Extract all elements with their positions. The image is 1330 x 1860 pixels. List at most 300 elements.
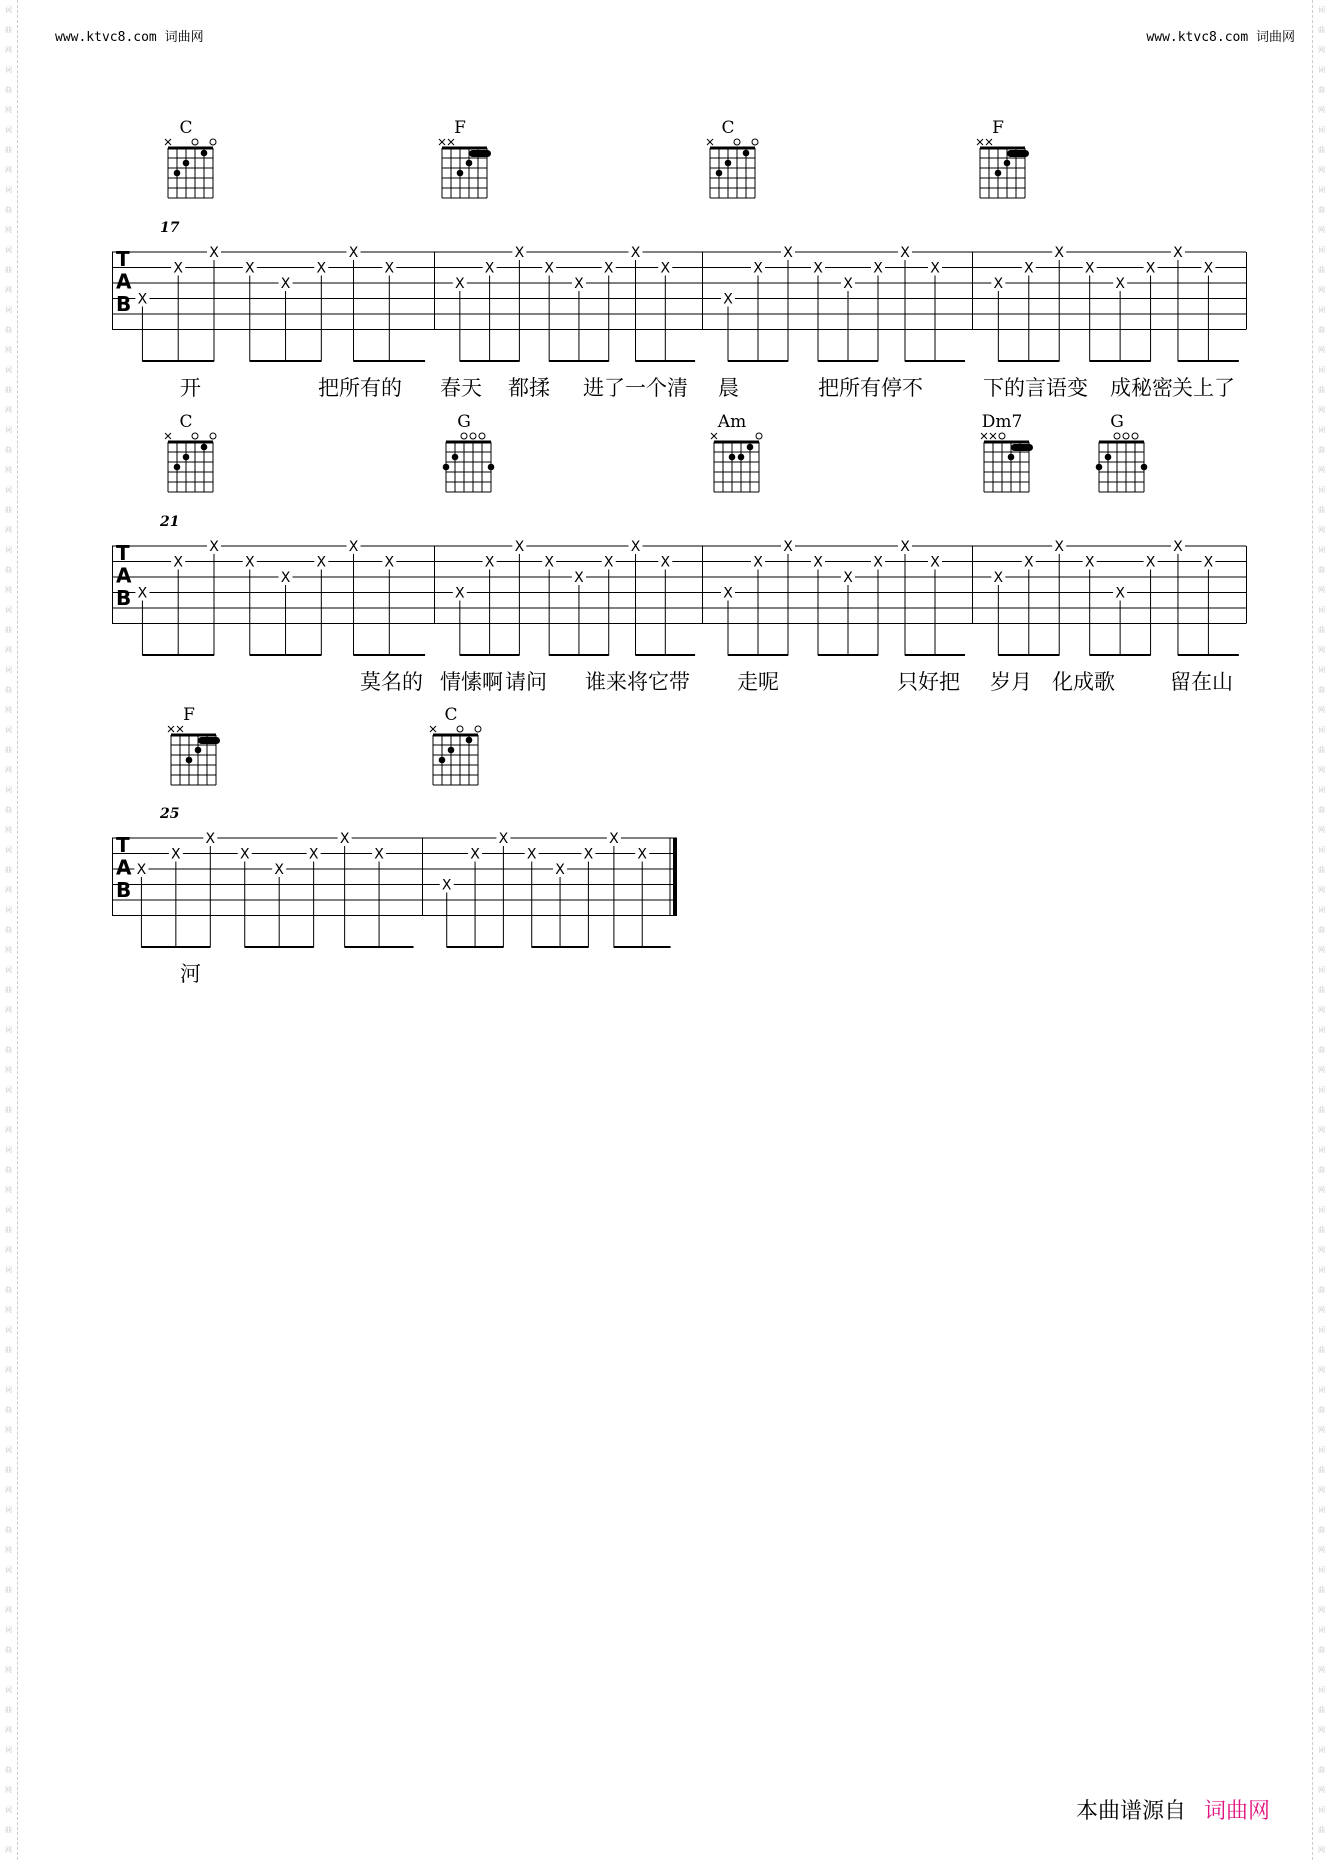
barre-mark — [1007, 150, 1029, 157]
finger-dot — [443, 464, 450, 471]
footer-label: 本曲谱源自 — [1075, 1799, 1186, 1824]
watermark-glyph: 曲 — [5, 26, 12, 34]
watermark-glyph: 词 — [5, 1026, 12, 1034]
watermark-glyph: 网 — [5, 526, 12, 534]
tab-note: X — [813, 260, 823, 277]
watermark-glyph: 词 — [1318, 426, 1325, 434]
source-footer — [1076, 1794, 1270, 1825]
tab-note: X — [1084, 260, 1095, 277]
watermark-glyph: 曲 — [5, 1046, 12, 1054]
tab-note: X — [455, 585, 465, 602]
lyric: 化成歌 — [1052, 670, 1115, 694]
measure-number: 17 — [160, 220, 180, 236]
watermark-glyph: 网 — [1318, 466, 1325, 474]
tab-note: X — [280, 276, 291, 292]
watermark-glyph: 曲 — [1318, 1406, 1325, 1414]
watermark-glyph: 词 — [5, 1566, 12, 1574]
tab-note: X — [723, 585, 733, 602]
watermark-glyph: 网 — [5, 1006, 12, 1014]
lyric: 春天 — [440, 376, 482, 400]
open-mark — [1132, 433, 1138, 439]
watermark-glyph: 曲 — [5, 1586, 12, 1594]
watermark-glyph: 词 — [1318, 1806, 1325, 1814]
watermark-glyph: 词 — [1318, 906, 1325, 914]
tab-note: X — [441, 877, 452, 894]
watermark-glyph: 词 — [5, 726, 12, 734]
tab-clef-letter: B — [116, 585, 132, 610]
tab-note: X — [348, 539, 359, 555]
watermark-glyph: 网 — [1318, 706, 1325, 714]
tab-note: X — [526, 846, 537, 863]
finger-dot — [488, 464, 495, 471]
watermark-glyph: 曲 — [1318, 1466, 1325, 1474]
watermark-glyph: 词 — [5, 666, 12, 674]
watermark-glyph: 网 — [1318, 346, 1325, 354]
watermark-glyph: 曲 — [1318, 1346, 1325, 1354]
finger-dot — [1008, 454, 1015, 461]
watermark-glyph: 词 — [5, 6, 12, 14]
tab-note: X — [384, 554, 395, 571]
watermark-glyph: 网 — [1318, 1426, 1325, 1434]
lyric: 晨 — [718, 376, 739, 400]
watermark-glyph: 曲 — [1318, 986, 1325, 994]
watermark-glyph: 网 — [1318, 1846, 1325, 1854]
watermark-glyph: 曲 — [1318, 746, 1325, 754]
watermark-glyph: 曲 — [1318, 626, 1325, 634]
watermark-glyph: 词 — [1318, 846, 1325, 854]
tab-note: X — [339, 831, 350, 847]
tab-note: X — [583, 846, 594, 863]
lyric: 留在山 — [1170, 670, 1233, 694]
watermark-glyph: 网 — [1318, 1366, 1325, 1374]
watermark-glyph: 词 — [1318, 1026, 1325, 1034]
finger-dot — [1004, 160, 1011, 167]
watermark-glyph: 词 — [5, 1806, 12, 1814]
tab-clef-letter: T — [116, 832, 130, 857]
watermark-glyph: 曲 — [1318, 866, 1325, 874]
watermark-glyph: 曲 — [5, 1226, 12, 1234]
lyric: 河 — [180, 962, 201, 986]
measure-number: 25 — [160, 806, 180, 822]
tab-note: X — [603, 260, 614, 277]
open-mark — [461, 433, 467, 439]
lyric: 谁来将它带 — [585, 670, 690, 694]
watermark-glyph: 词 — [5, 546, 12, 554]
watermark-glyph: 网 — [1318, 586, 1325, 594]
tab-note: X — [348, 245, 359, 261]
finger-dot — [186, 757, 193, 764]
watermark-glyph: 词 — [1318, 1506, 1325, 1514]
open-mark — [999, 433, 1005, 439]
watermark-glyph: 网 — [1318, 886, 1325, 894]
tab-note: X — [637, 846, 648, 863]
watermark-glyph: 词 — [1318, 546, 1325, 554]
watermark-glyph: 曲 — [1318, 1646, 1325, 1654]
tab-clef-letter: A — [116, 563, 132, 588]
watermark-glyph: 曲 — [5, 1286, 12, 1294]
watermark-glyph: 网 — [1318, 1606, 1325, 1614]
header-site-left: www.ktvc8.com 词曲网 — [55, 30, 204, 45]
barre-mark — [1011, 444, 1033, 451]
lyric: 情愫啊 — [440, 670, 503, 694]
tab-note: X — [574, 276, 584, 292]
watermark-glyph: 词 — [5, 846, 12, 854]
lyric: 进了一个清 — [583, 376, 688, 400]
tab-note: X — [900, 245, 910, 261]
watermark-glyph: 词 — [5, 1146, 12, 1154]
watermark-glyph: 词 — [1318, 666, 1325, 674]
tab-note: X — [1173, 539, 1183, 555]
open-mark — [210, 139, 216, 145]
watermark-glyph: 曲 — [1318, 1826, 1325, 1834]
watermark-glyph: 曲 — [1318, 1526, 1325, 1534]
tab-note: X — [723, 291, 733, 308]
watermark-glyph: 曲 — [1318, 1766, 1325, 1774]
watermark-glyph: 网 — [5, 46, 12, 54]
watermark-glyph: 词 — [1318, 1146, 1325, 1154]
watermark-glyph: 曲 — [5, 866, 12, 874]
open-mark — [756, 433, 762, 439]
watermark-glyph: 曲 — [5, 1766, 12, 1774]
tab-note: X — [205, 831, 216, 847]
tab-note: X — [1023, 554, 1034, 571]
watermark-glyph: 曲 — [1318, 1106, 1325, 1114]
watermark-glyph: 词 — [5, 606, 12, 614]
watermark-glyph: 曲 — [1318, 146, 1325, 154]
tab-note: X — [173, 260, 184, 277]
watermark-glyph: 词 — [1318, 1386, 1325, 1394]
watermark-glyph: 网 — [5, 1426, 12, 1434]
lyric: 成秘密 — [1110, 376, 1173, 400]
watermark-glyph: 曲 — [5, 1346, 12, 1354]
tab-note: X — [544, 554, 554, 571]
watermark-glyph: 词 — [5, 486, 12, 494]
lyric: 开 — [180, 376, 201, 400]
watermark-glyph: 网 — [5, 1486, 12, 1494]
lyric: 下的言语变 — [983, 376, 1088, 400]
watermark-glyph: 网 — [5, 406, 12, 414]
lyric: 关上了 — [1172, 376, 1235, 400]
tab-note: X — [484, 554, 495, 571]
right-watermark-strip — [1312, 0, 1330, 1860]
watermark-glyph: 网 — [1318, 226, 1325, 234]
watermark-glyph: 网 — [5, 766, 12, 774]
watermark-glyph: 网 — [1318, 1546, 1325, 1554]
watermark-glyph: 词 — [5, 1626, 12, 1634]
finger-dot — [738, 454, 745, 461]
tab-note: X — [1054, 539, 1065, 555]
watermark-glyph: 词 — [1318, 6, 1325, 14]
left-watermark-strip — [0, 0, 18, 1860]
watermark-glyph: 网 — [5, 886, 12, 894]
watermark-glyph: 词 — [5, 966, 12, 974]
tab-note: X — [1173, 245, 1183, 261]
tab-note: X — [603, 554, 614, 571]
watermark-glyph: 网 — [5, 826, 12, 834]
tab-clef-letter: B — [116, 291, 132, 316]
watermark-glyph: 网 — [1318, 1306, 1325, 1314]
finger-dot — [452, 454, 459, 461]
watermark-glyph: 词 — [5, 1506, 12, 1514]
tab-note: X — [136, 862, 147, 878]
watermark-glyph: 曲 — [5, 1106, 12, 1114]
tab-note: X — [753, 260, 763, 277]
watermark-glyph: 网 — [1318, 286, 1325, 294]
finger-dot — [1096, 464, 1103, 471]
watermark-glyph: 词 — [1318, 1266, 1325, 1274]
watermark-glyph: 网 — [5, 1726, 12, 1734]
tab-note: X — [609, 831, 619, 847]
tab-note: X — [484, 260, 495, 277]
lyric: 都揉 — [508, 376, 550, 400]
watermark-glyph: 网 — [5, 1246, 12, 1254]
watermark-glyph: 曲 — [5, 326, 12, 334]
tab-note: X — [1084, 554, 1095, 571]
finger-dot — [457, 170, 464, 177]
watermark-glyph: 词 — [1318, 726, 1325, 734]
watermark-glyph: 词 — [1318, 1206, 1325, 1214]
watermark-glyph: 曲 — [5, 1706, 12, 1714]
watermark-glyph: 曲 — [1318, 926, 1325, 934]
tab-note: X — [843, 276, 853, 292]
tab-note: X — [274, 862, 284, 878]
tab-note: X — [1203, 260, 1214, 277]
open-mark — [734, 139, 740, 145]
open-mark — [210, 433, 216, 439]
finger-dot — [183, 454, 190, 461]
watermark-glyph: 词 — [5, 1326, 12, 1334]
finger-dot — [448, 747, 455, 754]
finger-dot — [174, 170, 181, 177]
tab-note: X — [498, 831, 509, 847]
watermark-glyph: 网 — [1318, 1006, 1325, 1014]
tab-note: X — [993, 570, 1004, 586]
finger-dot — [743, 150, 750, 157]
finger-dot — [195, 747, 202, 754]
watermark-glyph: 词 — [5, 1266, 12, 1274]
watermark-glyph: 网 — [5, 1066, 12, 1074]
watermark-glyph: 网 — [5, 1366, 12, 1374]
watermark-glyph: 曲 — [1318, 86, 1325, 94]
watermark-glyph: 词 — [5, 366, 12, 374]
watermark-glyph: 曲 — [5, 806, 12, 814]
watermark-glyph: 词 — [5, 66, 12, 74]
watermark-glyph: 曲 — [5, 446, 12, 454]
tab-note: X — [455, 276, 465, 292]
watermark-glyph: 曲 — [1318, 1166, 1325, 1174]
watermark-glyph: 网 — [1318, 946, 1325, 954]
watermark-glyph: 网 — [5, 1666, 12, 1674]
watermark-glyph: 词 — [5, 1206, 12, 1214]
tab-clef-letter: T — [116, 540, 130, 565]
watermark-glyph: 词 — [1318, 786, 1325, 794]
finger-dot — [747, 444, 754, 451]
watermark-glyph: 曲 — [5, 206, 12, 214]
lyric: 莫名的 — [360, 670, 423, 694]
tab-note: X — [783, 539, 793, 555]
watermark-glyph: 网 — [1318, 1066, 1325, 1074]
tab-note: X — [1023, 260, 1034, 277]
tab-note: X — [384, 260, 395, 277]
watermark-glyph: 词 — [5, 786, 12, 794]
lyric: 把所有的 — [318, 376, 402, 400]
footer-site-link[interactable]: 词曲网 — [1203, 1799, 1270, 1824]
header-site-right: www.ktvc8.com 词曲网 — [1146, 30, 1295, 45]
tab-note: X — [660, 260, 671, 277]
watermark-glyph: 词 — [1318, 366, 1325, 374]
finger-dot — [466, 737, 473, 744]
watermark-glyph: 曲 — [1318, 446, 1325, 454]
lyric: 岁月 — [990, 670, 1032, 694]
watermark-glyph: 曲 — [5, 746, 12, 754]
watermark-glyph: 词 — [1318, 1686, 1325, 1694]
tab-note: X — [660, 554, 671, 571]
watermark-glyph: 词 — [1318, 186, 1325, 194]
watermark-glyph: 网 — [1318, 646, 1325, 654]
watermark-glyph: 词 — [1318, 966, 1325, 974]
watermark-glyph: 曲 — [5, 926, 12, 934]
watermark-glyph: 网 — [1318, 1246, 1325, 1254]
watermark-glyph: 曲 — [1318, 386, 1325, 394]
watermark-glyph: 词 — [1318, 1086, 1325, 1094]
watermark-glyph: 曲 — [5, 986, 12, 994]
watermark-glyph: 词 — [5, 426, 12, 434]
watermark-glyph: 词 — [1318, 1626, 1325, 1634]
watermark-glyph: 网 — [1318, 1126, 1325, 1134]
open-mark — [457, 726, 463, 732]
tab-note: X — [993, 276, 1004, 292]
finger-dot — [466, 160, 473, 167]
finger-dot — [183, 160, 190, 167]
open-mark — [1123, 433, 1129, 439]
watermark-glyph: 曲 — [5, 1466, 12, 1474]
watermark-glyph: 词 — [1318, 1326, 1325, 1334]
watermark-glyph: 词 — [1318, 1446, 1325, 1454]
tab-note: X — [783, 245, 793, 261]
watermark-glyph: 词 — [1318, 246, 1325, 254]
tab-note: X — [930, 554, 940, 571]
watermark-glyph: 网 — [1318, 106, 1325, 114]
finger-dot — [1141, 464, 1148, 471]
tab-note: X — [1145, 554, 1156, 571]
watermark-glyph: 网 — [5, 466, 12, 474]
tab-note: X — [514, 245, 525, 261]
watermark-glyph: 曲 — [5, 626, 12, 634]
lyric: 走呢 — [737, 670, 779, 694]
tab-note: X — [209, 245, 219, 261]
watermark-glyph: 曲 — [5, 1826, 12, 1834]
tab-note: X — [374, 846, 384, 863]
open-mark — [1114, 433, 1120, 439]
tab-note: X — [239, 846, 250, 863]
watermark-glyph: 曲 — [5, 1406, 12, 1414]
watermark-glyph: 网 — [1318, 166, 1325, 174]
tab-note: X — [873, 260, 883, 277]
finger-dot — [725, 160, 732, 167]
watermark-glyph: 网 — [5, 346, 12, 354]
watermark-glyph: 词 — [5, 1746, 12, 1754]
tab-note: X — [1203, 554, 1214, 571]
tab-note: X — [514, 539, 525, 555]
watermark-glyph: 词 — [5, 1086, 12, 1094]
watermark-glyph: 网 — [1318, 406, 1325, 414]
watermark-glyph: 词 — [5, 126, 12, 134]
finger-dot — [201, 444, 208, 451]
tab-note: X — [171, 846, 181, 863]
finger-dot — [716, 170, 723, 177]
watermark-glyph: 词 — [1318, 306, 1325, 314]
tab-clef-letter: A — [116, 269, 132, 294]
measure-number: 21 — [160, 514, 180, 530]
barre-mark — [198, 737, 220, 744]
watermark-glyph: 曲 — [1318, 266, 1325, 274]
watermark-glyph: 词 — [5, 186, 12, 194]
tab-note: X — [308, 846, 319, 863]
watermark-glyph: 曲 — [1318, 206, 1325, 214]
watermark-glyph: 网 — [5, 1786, 12, 1794]
tab-note: X — [280, 570, 291, 586]
watermark-glyph: 网 — [1318, 1666, 1325, 1674]
final-barline — [673, 838, 677, 916]
tab-note: X — [900, 539, 910, 555]
tab-note: X — [470, 846, 480, 863]
open-mark — [479, 433, 485, 439]
tab-note: X — [930, 260, 940, 277]
finger-dot — [729, 454, 736, 461]
watermark-glyph: 网 — [1318, 1726, 1325, 1734]
watermark-glyph: 网 — [5, 1306, 12, 1314]
watermark-glyph: 曲 — [5, 146, 12, 154]
watermark-glyph: 词 — [5, 1446, 12, 1454]
watermark-glyph: 曲 — [5, 1646, 12, 1654]
tab-note: X — [1054, 245, 1065, 261]
finger-dot — [439, 757, 446, 764]
tab-note: X — [137, 585, 148, 602]
watermark-glyph: 曲 — [1318, 686, 1325, 694]
tab-note: X — [209, 539, 219, 555]
barre-mark — [469, 150, 491, 157]
watermark-glyph: 网 — [5, 286, 12, 294]
watermark-glyph: 曲 — [5, 506, 12, 514]
watermark-glyph: 词 — [1318, 606, 1325, 614]
watermark-glyph: 网 — [5, 166, 12, 174]
lyric: 只好把 — [897, 670, 960, 694]
watermark-glyph: 网 — [5, 1186, 12, 1194]
tab-staff — [112, 534, 1247, 656]
watermark-glyph: 曲 — [5, 386, 12, 394]
open-mark — [752, 139, 758, 145]
tab-staff — [112, 240, 1247, 362]
watermark-glyph: 网 — [1318, 1786, 1325, 1794]
watermark-glyph: 网 — [5, 586, 12, 594]
watermark-glyph: 曲 — [5, 1526, 12, 1534]
tab-note: X — [843, 570, 853, 586]
watermark-glyph: 网 — [5, 106, 12, 114]
watermark-glyph: 词 — [5, 1686, 12, 1694]
watermark-glyph: 词 — [5, 906, 12, 914]
watermark-glyph: 曲 — [1318, 26, 1325, 34]
tab-note: X — [1115, 276, 1125, 292]
watermark-glyph: 曲 — [1318, 326, 1325, 334]
watermark-glyph: 网 — [1318, 1486, 1325, 1494]
watermark-glyph: 曲 — [5, 86, 12, 94]
watermark-glyph: 网 — [1318, 826, 1325, 834]
tab-note: X — [244, 554, 255, 571]
watermark-glyph: 网 — [5, 1846, 12, 1854]
watermark-glyph: 曲 — [5, 266, 12, 274]
watermark-glyph: 曲 — [5, 1166, 12, 1174]
watermark-glyph: 词 — [1318, 126, 1325, 134]
